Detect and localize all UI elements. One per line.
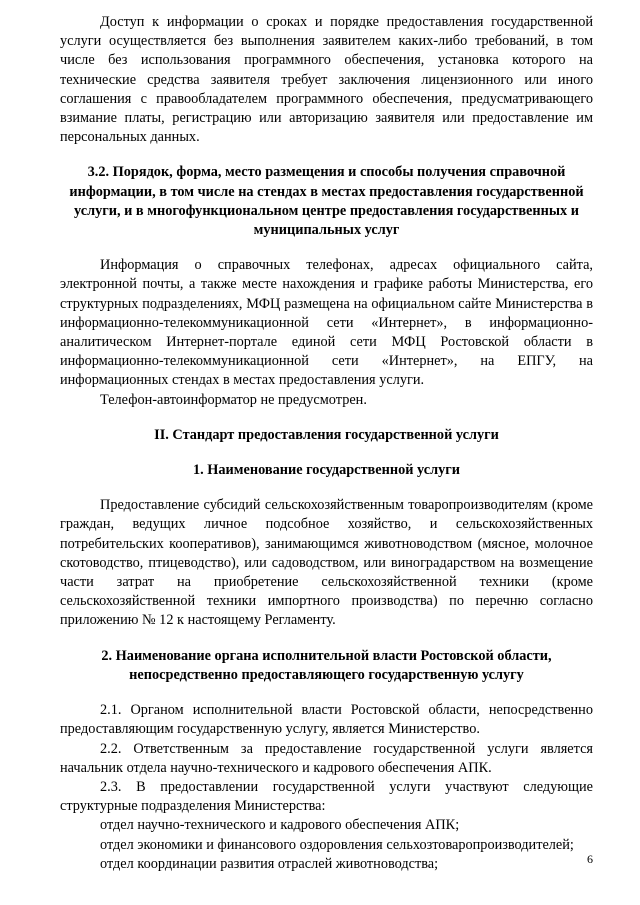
spacer: [60, 480, 593, 496]
spacer: [60, 685, 593, 701]
section-3-2-paragraph-1: Информация о справочных телефонах, адресах официального сайта, электронной почты, а также месте нахождения и графике работы Министерства, его структурных подразделениях, МФЦ размещена на официальном сайте Министерства в информационно-телекоммуникационной сети «Интернет», в информационно-аналитическом Интернет-портале единой сети МФЦ Ростовской области в информационно-телекоммуникационной сети «Интернет», на ЕПГУ, на информационных стендах в местах предоставления услуги.: [60, 257, 593, 389]
section-1-heading: 1. Наименование государственной услуги: [192, 462, 461, 479]
section-3-2-paragraph-2: Телефон-автоинформатор не предусмотрен.: [100, 391, 367, 408]
list-item: отдел экономики и финансового оздоровления сельхозтоваропроизводителей;: [100, 836, 574, 853]
section-2-heading: 2. Наименование органа исполнительной власти Ростовской области, непосредственно предоставляющего государственную услугу: [101, 647, 552, 683]
spacer: [60, 147, 593, 163]
section-2-paragraph: 2.2. Ответственным за предоставление государственной услуги является начальник отдела научно-технического и кадрового обеспечения АПК.: [60, 740, 593, 776]
part-2-heading: II. Стандарт предоставления государственной услуги: [154, 426, 499, 443]
spacer: [60, 410, 593, 426]
section-2-paragraph: 2.3. В предоставлении государственной услуги участвуют следующие структурные подразделения Министерства:: [60, 778, 593, 815]
section-1-paragraph: Предоставление субсидий сельскохозяйственным товаропроизводителям (кроме граждан, ведущих личное подсобное хозяйство, и сельскохозяйственных потребительских кооперативов), занимающимся животноводством (мясное, молочное скотоводство, птицеводство), или садоводством, или виноградарством на возмещение части затрат на приобретение сельскохозяйственной техники (кроме сельскохозяйственной техники импортного производства) по перечню согласно приложению № 12 к настоящему Регламенту.: [60, 497, 593, 629]
spacer: [60, 445, 593, 461]
spacer: [60, 240, 593, 256]
section-2-paragraph: 2.1. Органом исполнительной власти Ростовской области, непосредственно предоставляющим государственную услугу, является Министерство.: [60, 702, 593, 738]
page-number: 6: [587, 852, 593, 866]
spacer: [60, 631, 593, 647]
section-3-2-heading: 3.2. Порядок, форма, место размещения и способы получения справочной информации, в том числе на стендах в местах предоставления государственной услуги, и в многофункциональном центре предоставления государственных и муниципальных услуг: [69, 164, 584, 239]
list-item: отдел координации развития отраслей животноводства;: [100, 855, 439, 872]
intro-paragraph: Доступ к информации о сроках и порядке предоставления государственной услуги осуществляется без выполнения заявителем каких-либо требований, в том числе без использования программного обеспечения, установка которого на технические средства заявителя требует заключения лицензионного или иного соглашения с правообладателем программного обеспечения, предусматривающего взимание платы, регистрацию или авторизацию заявителя или предоставление им персональных данных.: [60, 14, 593, 146]
list-item: отдел научно-технического и кадрового обеспечения АПК;: [100, 817, 460, 834]
